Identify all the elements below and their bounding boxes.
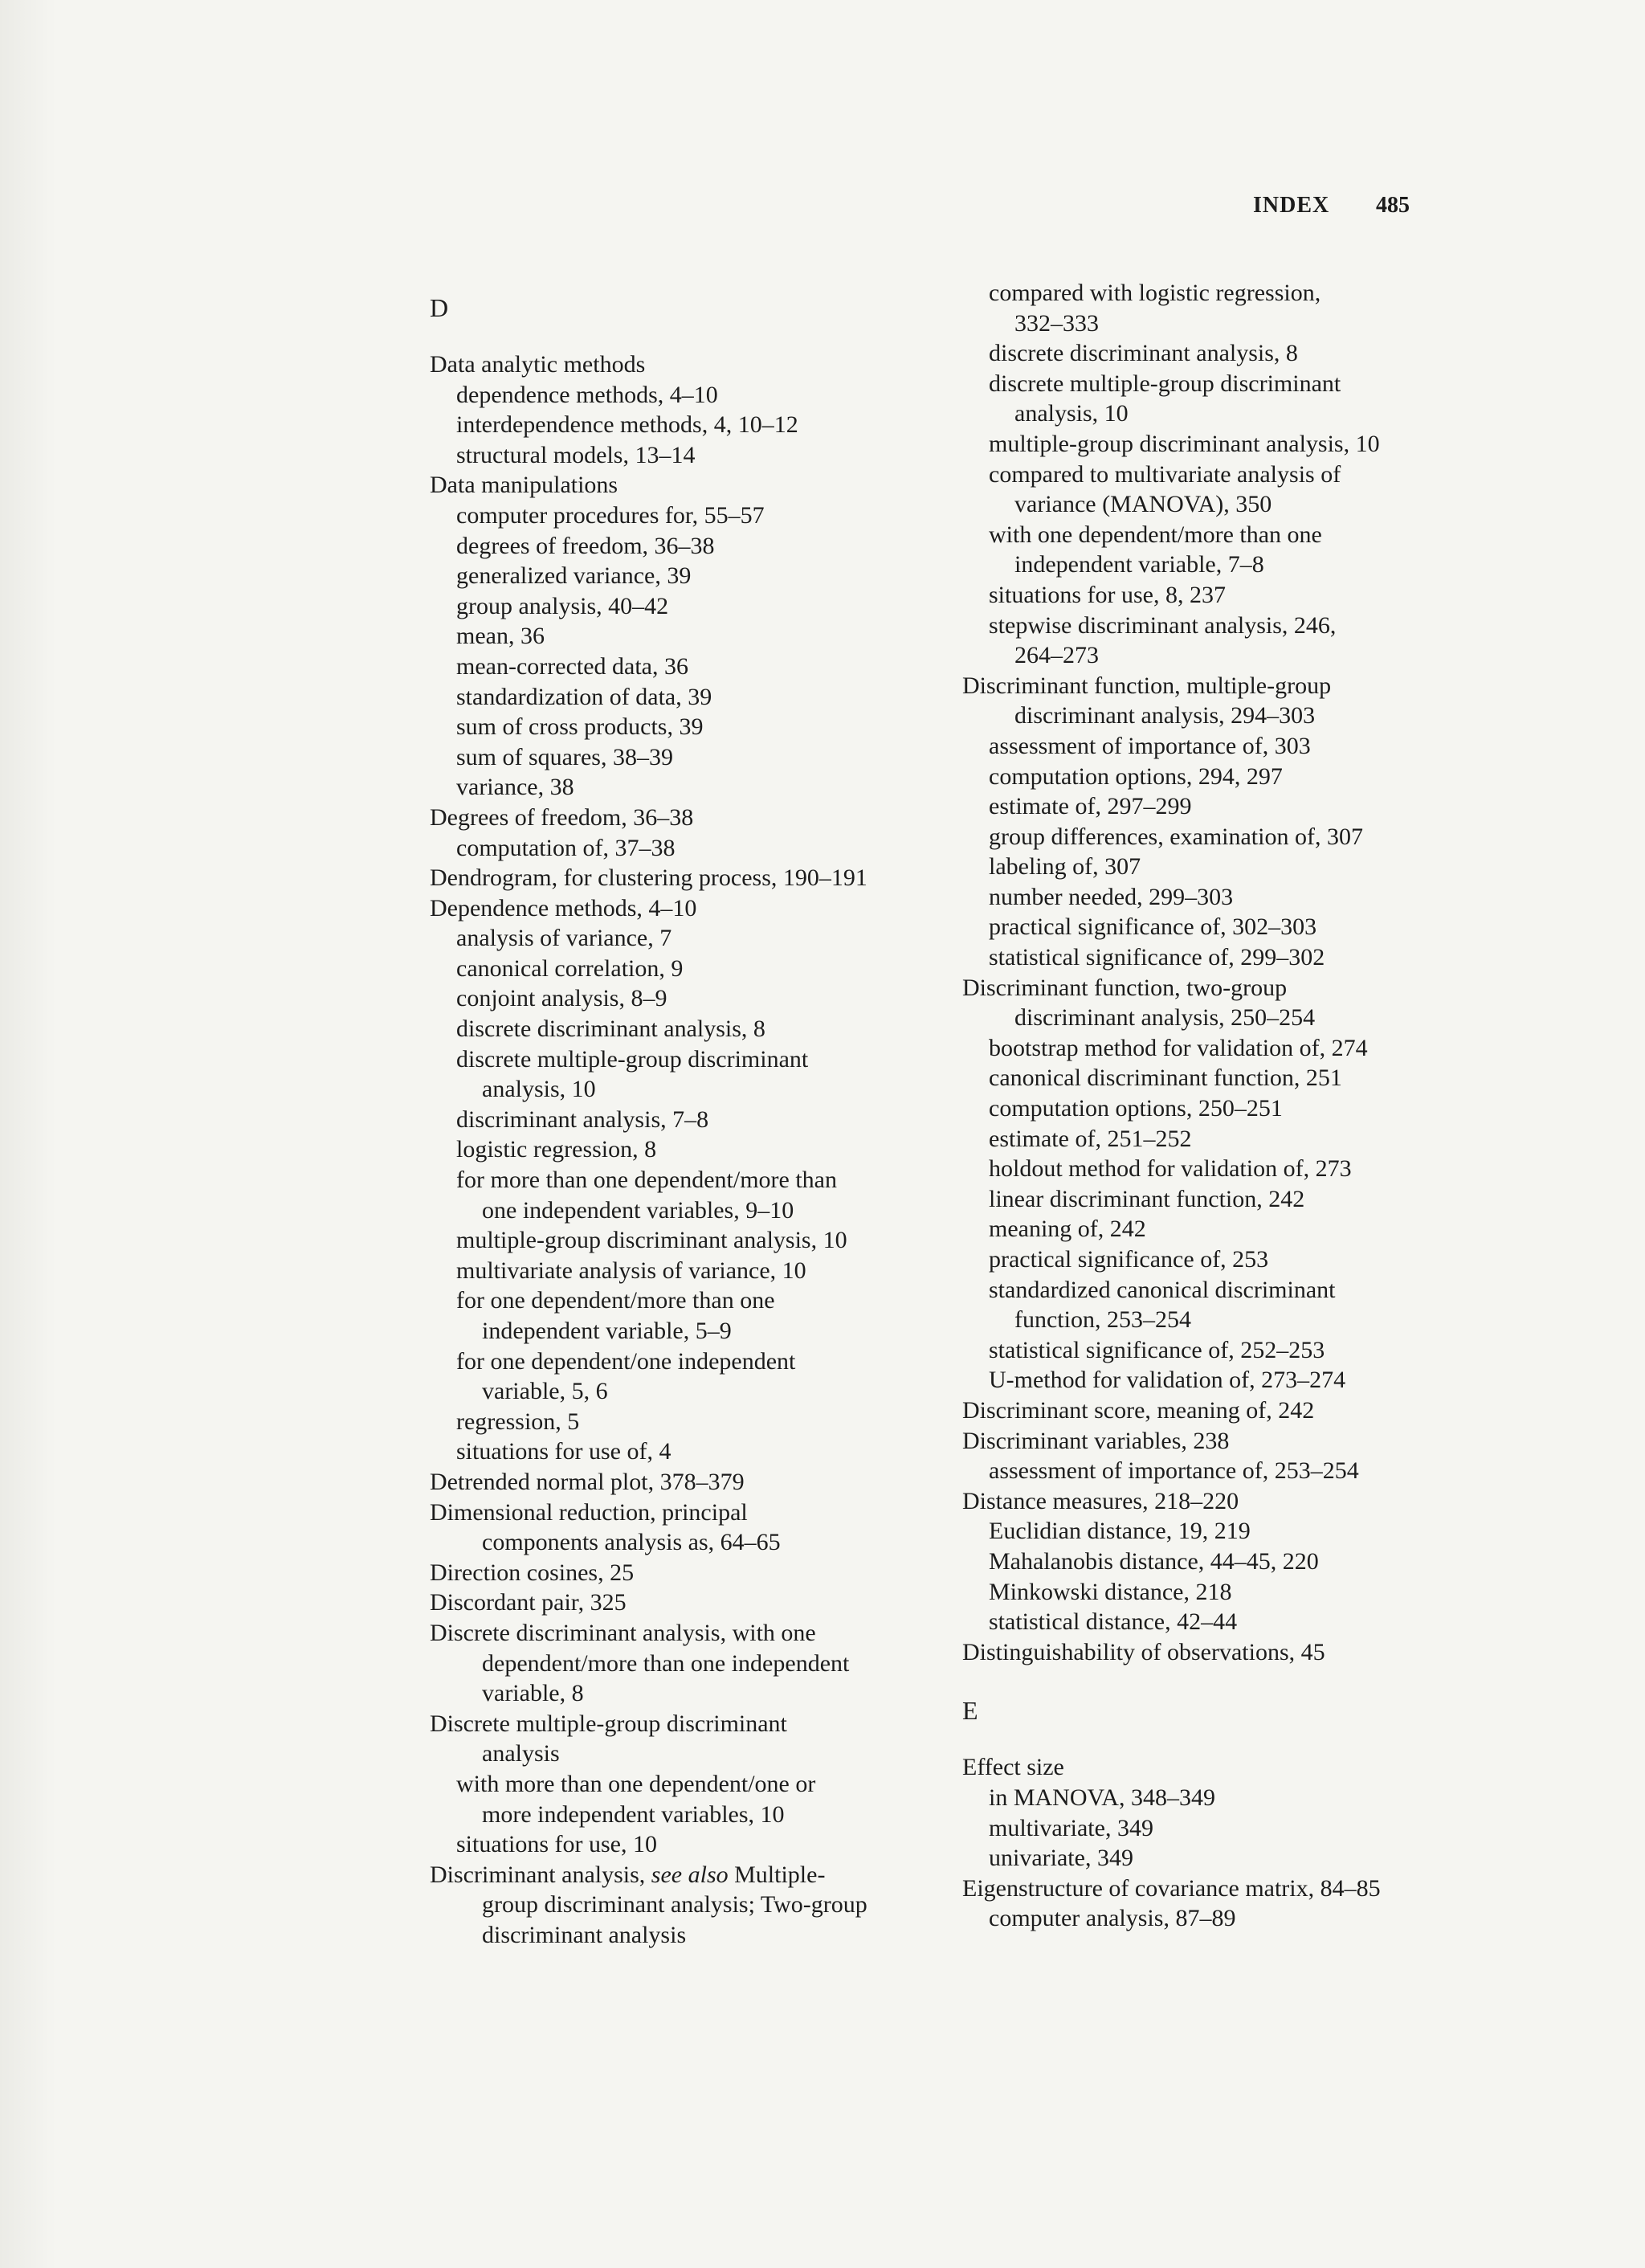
index-entry-line: multiple-group discriminant analysis, 10: [456, 1227, 847, 1254]
index-entry-line: discriminant analysis, 7–8: [456, 1105, 709, 1133]
index-entry-line: Dendrogram, for clustering process, 190–191: [430, 864, 867, 892]
index-entry-line: with one dependent/more than one: [989, 521, 1322, 548]
index-entry-line: discriminant analysis, 250–254: [1014, 1004, 1316, 1032]
page-binding-edge: [0, 0, 56, 2268]
index-entry-line: computer analysis, 87–89: [989, 1905, 1236, 1932]
index-entry-line: canonical discriminant function, 251: [989, 1065, 1342, 1092]
index-entry-line: Data analytic methods: [430, 351, 646, 378]
index-entry-line: 332–333: [1014, 309, 1099, 337]
index-entry-line: Discrete multiple-group discriminant: [430, 1710, 787, 1737]
index-entry-line: assessment of importance of, 303: [989, 732, 1311, 759]
index-entry-line: independent variable, 7–8: [1014, 551, 1264, 578]
index-entry-line: Discrete discriminant analysis, with one: [430, 1619, 816, 1646]
index-entry-line: degrees of freedom, 36–38: [456, 532, 715, 559]
index-entry-line: components analysis as, 64–65: [482, 1529, 781, 1556]
index-entry-line: practical significance of, 253: [989, 1246, 1269, 1273]
index-entry-line: labeling of, 307: [989, 853, 1141, 881]
index-entry-line: Detrended normal plot, 378–379: [430, 1468, 745, 1495]
running-header-title: INDEX: [1253, 193, 1330, 218]
index-entry-line: number needed, 299–303: [989, 883, 1234, 910]
index-entry-line: multivariate, 349: [989, 1814, 1153, 1841]
index-entry-line: U-method for validation of, 273–274: [989, 1367, 1346, 1394]
index-entry-line: standardization of data, 39: [456, 683, 712, 710]
index-entry-line: computation of, 37–38: [456, 834, 676, 861]
index-entry-line: group discriminant analysis; Two-group: [482, 1891, 867, 1919]
index-entry-line: sum of cross products, 39: [456, 713, 704, 741]
index-entry-line: Mahalanobis distance, 44–45, 220: [989, 1547, 1319, 1575]
index-entry-line: practical significance of, 302–303: [989, 913, 1317, 941]
index-entry-line: discrete discriminant analysis, 8: [989, 340, 1298, 367]
index-entry-line: discrete multiple-group discriminant: [456, 1045, 809, 1073]
index-entry-line: multivariate analysis of variance, 10: [456, 1257, 806, 1284]
running-header: [1245, 193, 1430, 225]
index-entry-line: variable, 8: [482, 1680, 584, 1707]
index-entry-line: with more than one dependent/one or: [456, 1770, 816, 1797]
index-column-left: [430, 292, 928, 1950]
index-entry-line: independent variable, 5–9: [482, 1318, 732, 1344]
index-entry-line: Discordant pair, 325: [430, 1589, 627, 1616]
index-entry-line: for one dependent/one independent: [456, 1347, 796, 1375]
index-entry-line: discrete discriminant analysis, 8: [456, 1015, 765, 1043]
index-entry-line: linear discriminant function, 242: [989, 1185, 1305, 1212]
index-entry-line: 264–273: [1014, 642, 1099, 669]
index-entry-line: Data manipulations: [430, 472, 618, 499]
index-entry-line: dependence methods, 4–10: [456, 381, 718, 408]
index-entry-line: Dimensional reduction, principal: [430, 1498, 748, 1526]
index-entry-line: Distance measures, 218–220: [962, 1487, 1239, 1514]
index-entry-line: variable, 5, 6: [482, 1378, 608, 1405]
index-entry-line: structural models, 13–14: [456, 441, 696, 468]
index-entry-line: group analysis, 40–42: [456, 592, 669, 619]
index-entry-line: dependent/more than one independent: [482, 1649, 850, 1677]
index-entry-line: Eigenstructure of covariance matrix, 84–85: [962, 1874, 1381, 1902]
index-entry-line: estimate of, 297–299: [989, 793, 1192, 820]
index-entry-line: for more than one dependent/more than: [456, 1167, 837, 1194]
index-entry-line: Distinguishability of observations, 45: [962, 1638, 1325, 1665]
index-entry-line: computation options, 250–251: [989, 1095, 1283, 1122]
index-entry-line: sum of squares, 38–39: [456, 743, 673, 770]
index-column-right: [962, 278, 1492, 1934]
index-entry-line: Discriminant score, meaning of, 242: [962, 1396, 1315, 1424]
index-entry-line: situations for use, 8, 237: [989, 581, 1226, 608]
index-entry-line: compared with logistic regression,: [989, 280, 1321, 306]
index-entry-line: logistic regression, 8: [456, 1136, 657, 1163]
index-entry-line: analysis of variance, 7: [456, 925, 672, 952]
index-entry-line: discriminant analysis, 294–303: [1014, 702, 1316, 729]
index-entry-line: conjoint analysis, 8–9: [456, 985, 667, 1012]
left-entry-list: [430, 349, 928, 1950]
index-entry-line: computation options, 294, 297: [989, 762, 1283, 790]
index-entry-line: interdependence methods, 4, 10–12: [456, 411, 798, 439]
index-entry-line: multiple-group discriminant analysis, 10: [989, 430, 1380, 457]
right-entry-list-e: [962, 1752, 1492, 1934]
index-entry-line: Minkowski distance, 218: [989, 1578, 1232, 1605]
index-entry-line: computer procedures for, 55–57: [456, 501, 765, 529]
index-entry-line: assessment of importance of, 253–254: [989, 1457, 1359, 1485]
index-entry-line: Discriminant analysis, see also Multiple-: [430, 1861, 826, 1888]
index-entry-line: Discriminant variables, 238: [962, 1427, 1230, 1454]
index-entry-line: analysis: [482, 1740, 560, 1767]
index-entry-line: meaning of, 242: [989, 1216, 1146, 1243]
index-entry-line: situations for use, 10: [456, 1831, 657, 1858]
index-entry-line: canonical correlation, 9: [456, 954, 684, 982]
index-entry-line: Effect size: [962, 1754, 1064, 1781]
section-letter-d: D: [430, 293, 449, 322]
index-entry-line: group differences, examination of, 307: [989, 823, 1363, 850]
index-entry-line: discrete multiple-group discriminant: [989, 370, 1341, 397]
index-entry-line: discriminant analysis: [482, 1921, 687, 1948]
index-entry-line: compared to multivariate analysis of: [989, 460, 1341, 488]
index-entry-line: analysis, 10: [482, 1076, 596, 1103]
index-entry-line: stepwise discriminant analysis, 246,: [989, 611, 1337, 639]
index-entry-line: regression, 5: [456, 1408, 580, 1435]
index-entry-line: analysis, 10: [1014, 400, 1129, 427]
index-entry-line: mean-corrected data, 36: [456, 652, 688, 680]
index-entry-line: Degrees of freedom, 36–38: [430, 803, 694, 831]
index-entry-line: holdout method for validation of, 273: [989, 1155, 1352, 1183]
index-entry-line: function, 253–254: [1014, 1306, 1191, 1334]
index-entry-line: univariate, 349: [989, 1845, 1133, 1872]
index-entry-line: generalized variance, 39: [456, 562, 692, 590]
index-entry-line: statistical significance of, 299–302: [989, 944, 1325, 971]
index-entry-line: in MANOVA, 348–349: [989, 1784, 1215, 1811]
index-entry-line: standardized canonical discriminant: [989, 1276, 1336, 1303]
index-entry-line: Euclidian distance, 19, 219: [989, 1518, 1251, 1545]
index-entry-line: one independent variables, 9–10: [482, 1196, 794, 1224]
index-entry-line: for one dependent/more than one: [456, 1287, 775, 1314]
index-entry-line: bootstrap method for validation of, 274: [989, 1034, 1368, 1061]
index-entry-line: situations for use of, 4: [456, 1438, 671, 1465]
index-entry-line: variance (MANOVA), 350: [1014, 491, 1272, 518]
index-entry-line: Dependence methods, 4–10: [430, 894, 697, 922]
index-entry-line: more independent variables, 10: [482, 1800, 785, 1828]
section-letter-e: E: [962, 1696, 978, 1726]
index-entry-line: mean, 36: [456, 623, 545, 650]
page-number: 485: [1376, 193, 1410, 218]
index-entry-line: variance, 38: [456, 774, 574, 801]
right-entry-list-d: [962, 278, 1492, 1667]
index-entry-line: Discriminant function, two-group: [962, 974, 1288, 1001]
index-entry-line: statistical distance, 42–44: [989, 1608, 1238, 1636]
index-entry-line: Discriminant function, multiple-group: [962, 672, 1332, 699]
index-entry-line: statistical significance of, 252–253: [989, 1336, 1325, 1363]
index-entry-line: estimate of, 251–252: [989, 1125, 1192, 1152]
index-entry-line: Direction cosines, 25: [430, 1559, 635, 1586]
